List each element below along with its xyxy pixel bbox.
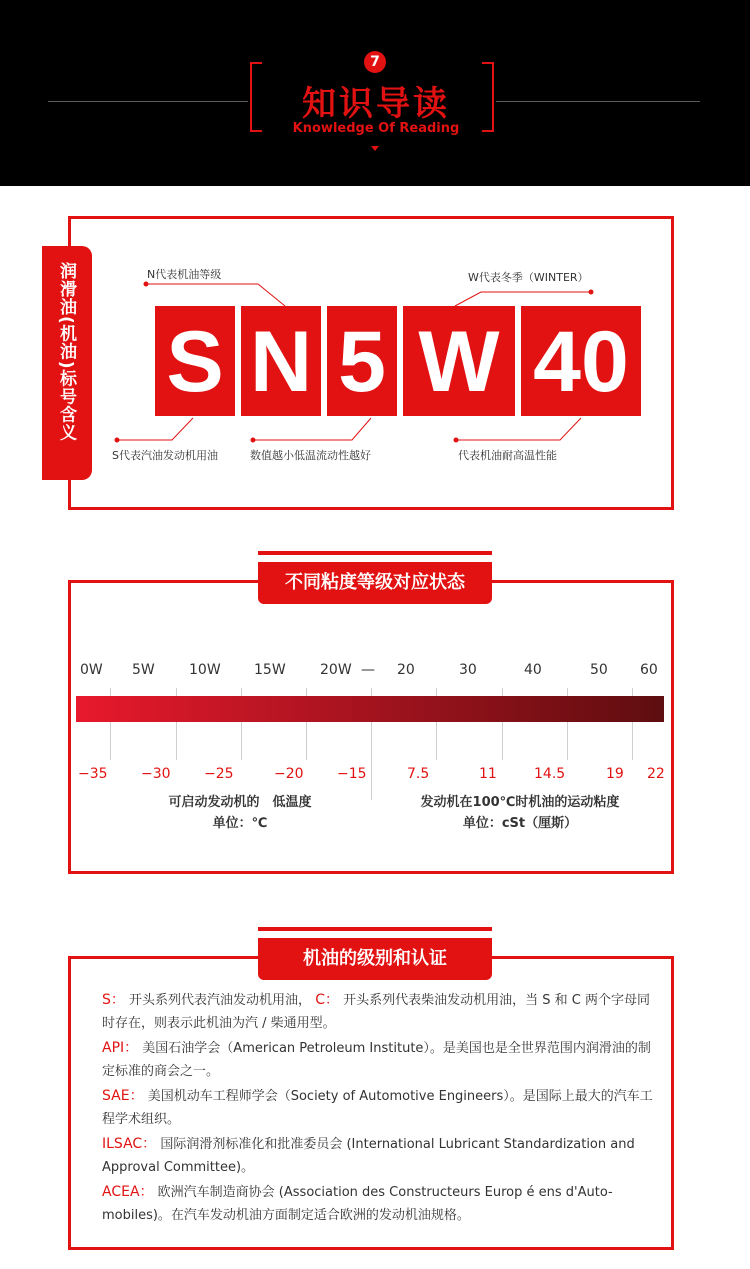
cert-item-s-c: S： 开头系列代表汽油发动机用油， C： 开头系列代表柴油发动机用油，当 S 和 C 两个字母同时存在，则表示此机油为汽 / 柴通用型。: [102, 992, 650, 1031]
label-10w: 10W: [189, 662, 221, 678]
label-30: 30: [459, 662, 477, 678]
letter-tile-40: 40: [521, 306, 641, 416]
certification-title: 机油的级别和认证: [258, 938, 492, 980]
cert-item-api: API： 美国石油学会（American Petroleum Institute）。是美国也是全世界范围内润滑油的制定标准的商会之一。: [102, 1040, 651, 1079]
label-20w: 20W: [320, 662, 352, 678]
note-low-temp-flow: 数值越小低温流动性越好: [250, 449, 371, 462]
cst-19: 19: [606, 766, 624, 782]
cert-key-ilsac: ILSAC：: [102, 1136, 157, 1152]
cert-item-sae: SAE： 美国机动车工程师学会（Society of Automotive Engineers）。是国际上最大的汽车工程学术组织。: [102, 1088, 653, 1127]
note-s-gasoline: S代表汽油发动机用油: [112, 449, 218, 462]
label-20: 20: [397, 662, 415, 678]
cert-item-ilsac: ILSAC： 国际润滑剂标准化和批准委员会 (International Lubricant Standardization and Approval Committee)。: [102, 1136, 635, 1175]
section-number-badge: 7: [364, 51, 386, 73]
label-0w: 0W: [80, 662, 103, 678]
note-n-grade: N代表机油等级: [147, 268, 222, 281]
letter-tile-s: S: [155, 306, 235, 416]
letter-tile-n: N: [241, 306, 321, 416]
letter-tile-5: 5: [327, 306, 397, 416]
cert-key-s: S：: [102, 992, 125, 1008]
caption-viscosity: 发动机在100℃时机油的运动粘度: [420, 795, 620, 810]
note-w-winter: W代表冬季（WINTER）: [468, 271, 589, 284]
caption-unit-celsius: 单位：℃: [212, 816, 268, 831]
temp-minus-15: −15: [337, 766, 367, 782]
letter-tile-w: W: [403, 306, 515, 416]
label-50: 50: [590, 662, 608, 678]
cst-14-5: 14.5: [534, 766, 566, 782]
cert-item-acea: ACEA： 欧洲汽车制造商协会 (Association des Constructeurs Europ é ens d'Auto-mobiles)。在汽车发动机油方面制定适合欧洲的发动机油规格。: [102, 1184, 613, 1223]
note-high-temp: 代表机油耐高温性能: [458, 449, 557, 462]
cst-7-5: 7.5: [407, 766, 430, 782]
viscosity-gradient-bar: [76, 696, 664, 722]
label-40: 40: [524, 662, 542, 678]
cert-key-acea: ACEA：: [102, 1184, 154, 1200]
cst-11: 11: [479, 766, 497, 782]
caption-low-temp: 可启动发动机的 低温度: [168, 795, 312, 810]
side-title: 润滑油(机油)标号含义: [56, 262, 76, 442]
label-60: 60: [640, 662, 658, 678]
viscosity-banner-top: [258, 551, 492, 555]
header-subtitle: Knowledge Of Reading: [292, 121, 460, 136]
caption-unit-cst: 单位：cSt（厘斯）: [462, 816, 578, 831]
label-dash: —: [361, 662, 375, 678]
cst-22: 22: [647, 766, 665, 782]
temp-minus-35: −35: [78, 766, 108, 782]
temp-minus-20: −20: [274, 766, 304, 782]
temp-minus-25: −25: [204, 766, 234, 782]
cert-key-sae: SAE：: [102, 1088, 144, 1104]
cert-key-api: API：: [102, 1040, 139, 1056]
cert-key-c: C：: [315, 992, 339, 1008]
viscosity-title: 不同粘度等级对应状态: [258, 562, 492, 604]
header-title: 知识导读: [302, 84, 450, 124]
certification-banner-top: [258, 927, 492, 931]
label-15w: 15W: [254, 662, 286, 678]
grade-leader-lines: [0, 0, 750, 520]
label-5w: 5W: [132, 662, 155, 678]
temp-minus-30: −30: [141, 766, 171, 782]
